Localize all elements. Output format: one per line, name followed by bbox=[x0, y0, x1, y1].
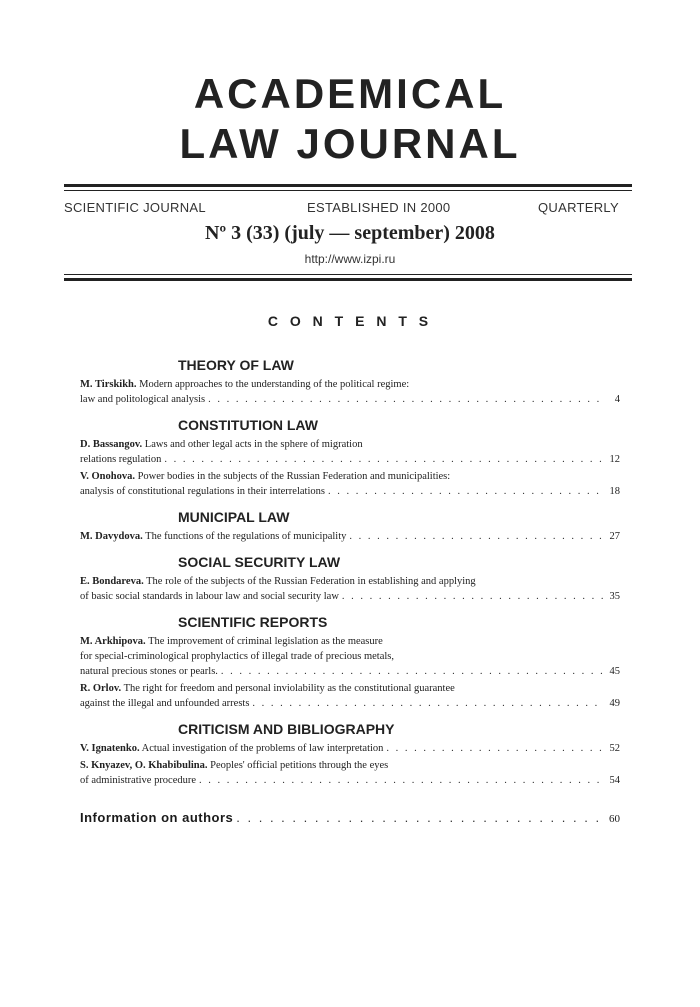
entry-page-number: 18 bbox=[609, 486, 620, 497]
masthead-right: QUARTERLY bbox=[538, 200, 619, 215]
entry-title-line: analysis of constitutional regulations in their interrelations bbox=[80, 486, 325, 497]
entry-page-number: 45 bbox=[609, 666, 620, 677]
table-of-contents bbox=[80, 355, 620, 825]
entry-title-line: The improvement of criminal legislation as the measure bbox=[148, 636, 383, 647]
section-theory-of-law: THEORY OF LAW bbox=[178, 357, 294, 373]
entry-author: R. Orlov. bbox=[80, 683, 122, 694]
entry-author: M. Tirskikh. bbox=[80, 379, 137, 390]
entry-page-number: 35 bbox=[609, 591, 620, 602]
entry-title-line: Power bodies in the subjects of the Russian Federation and municipalities: bbox=[137, 471, 451, 482]
toc-entry[interactable] bbox=[80, 681, 620, 711]
leader-dots bbox=[328, 484, 603, 499]
toc-entry[interactable] bbox=[80, 437, 620, 467]
journal-title-line1: ACADEMICAL bbox=[193, 70, 507, 117]
toc-entry[interactable] bbox=[80, 469, 620, 499]
contents-heading: C O N T E N T S bbox=[267, 313, 433, 329]
masthead-left: SCIENTIFIC JOURNAL bbox=[64, 200, 206, 215]
section-scientific-reports: SCIENTIFIC REPORTS bbox=[178, 614, 328, 630]
leader-dots bbox=[221, 664, 603, 679]
header-rule-thin bbox=[64, 190, 632, 191]
entry-page-number: 12 bbox=[609, 454, 620, 465]
leader-dots bbox=[208, 392, 603, 407]
leader-dots bbox=[386, 741, 603, 756]
section-constitution-law: CONSTITUTION LAW bbox=[178, 417, 318, 433]
masthead-rule-thin bbox=[64, 274, 632, 275]
toc-entry[interactable] bbox=[80, 634, 620, 679]
leader-dots bbox=[342, 589, 603, 604]
leader-dots bbox=[199, 773, 603, 788]
entry-title-line: Actual investigation of the problems of law interpretation bbox=[141, 743, 384, 754]
entry-page-number: 52 bbox=[609, 743, 620, 754]
entry-title-line: for special-criminological prophylactics of illegal trade of precious metals, bbox=[80, 651, 395, 662]
website-url[interactable]: http://www.izpi.ru bbox=[304, 252, 396, 266]
section-social-security-law: SOCIAL SECURITY LAW bbox=[178, 554, 341, 570]
toc-entry[interactable] bbox=[80, 758, 620, 788]
entry-page-number: 49 bbox=[609, 698, 620, 709]
entry-title-line: against the illegal and unfounded arrests bbox=[80, 698, 250, 709]
masthead-center: ESTABLISHED IN 2000 bbox=[307, 200, 451, 215]
toc-entry[interactable] bbox=[80, 377, 620, 407]
toc-entry[interactable] bbox=[80, 574, 620, 604]
entry-author: V. Ignatenko. bbox=[80, 743, 140, 754]
leader-dots bbox=[349, 529, 603, 544]
entry-title-line: Laws and other legal acts in the sphere of migration bbox=[144, 439, 363, 450]
section-criticism-and-bibliography: CRITICISM AND BIBLIOGRAPHY bbox=[178, 721, 395, 737]
header-rule-thick bbox=[64, 184, 632, 187]
entry-title-line: relations regulation bbox=[80, 454, 162, 465]
entry-title-line: natural precious stones or pearls. bbox=[80, 666, 218, 677]
journal-title-line2: LAW JOURNAL bbox=[179, 120, 521, 167]
entry-title-line: The right for freedom and personal inviolability as the constitutional guarantee bbox=[123, 683, 455, 694]
section-municipal-law: MUNICIPAL LAW bbox=[178, 509, 290, 525]
information-on-authors-label: Information on authors bbox=[80, 810, 234, 825]
entry-title-line: Peoples' official petitions through the eyes bbox=[210, 760, 389, 771]
entry-author: E. Bondareva. bbox=[80, 576, 144, 587]
leader-dots bbox=[236, 810, 603, 825]
entry-title-line: The role of the subjects of the Russian Federation in establishing and applying bbox=[146, 576, 476, 587]
entry-page-number: 4 bbox=[614, 394, 620, 405]
toc-entry[interactable] bbox=[80, 741, 620, 756]
toc-entry[interactable] bbox=[80, 529, 620, 544]
leader-dots bbox=[252, 696, 603, 711]
leader-dots bbox=[164, 452, 603, 467]
entry-author: D. Bassangov. bbox=[80, 439, 143, 450]
issue-number: Nº 3 (33) (july — september) 2008 bbox=[205, 222, 495, 244]
masthead-rule-thick bbox=[64, 278, 632, 281]
entry-title-line: of administrative procedure bbox=[80, 775, 197, 786]
entry-page-number: 54 bbox=[609, 775, 620, 786]
entry-page-number: 60 bbox=[609, 813, 620, 825]
entry-title-line: Modern approaches to the understanding of the political regime: bbox=[139, 379, 410, 390]
entry-page-number: 27 bbox=[609, 531, 620, 542]
toc-entry-information-on-authors[interactable] bbox=[80, 810, 620, 825]
entry-title-line: law and politological analysis bbox=[80, 394, 206, 405]
entry-title-line: of basic social standards in labour law and social security law bbox=[80, 591, 339, 602]
entry-author: S. Knyazev, O. Khabibulina. bbox=[80, 760, 208, 771]
entry-author: M. Arkhipova. bbox=[80, 636, 146, 647]
entry-title-line: The functions of the regulations of municipality bbox=[145, 531, 347, 542]
entry-author: V. Onohova. bbox=[80, 471, 135, 482]
entry-author: M. Davydova. bbox=[80, 531, 143, 542]
